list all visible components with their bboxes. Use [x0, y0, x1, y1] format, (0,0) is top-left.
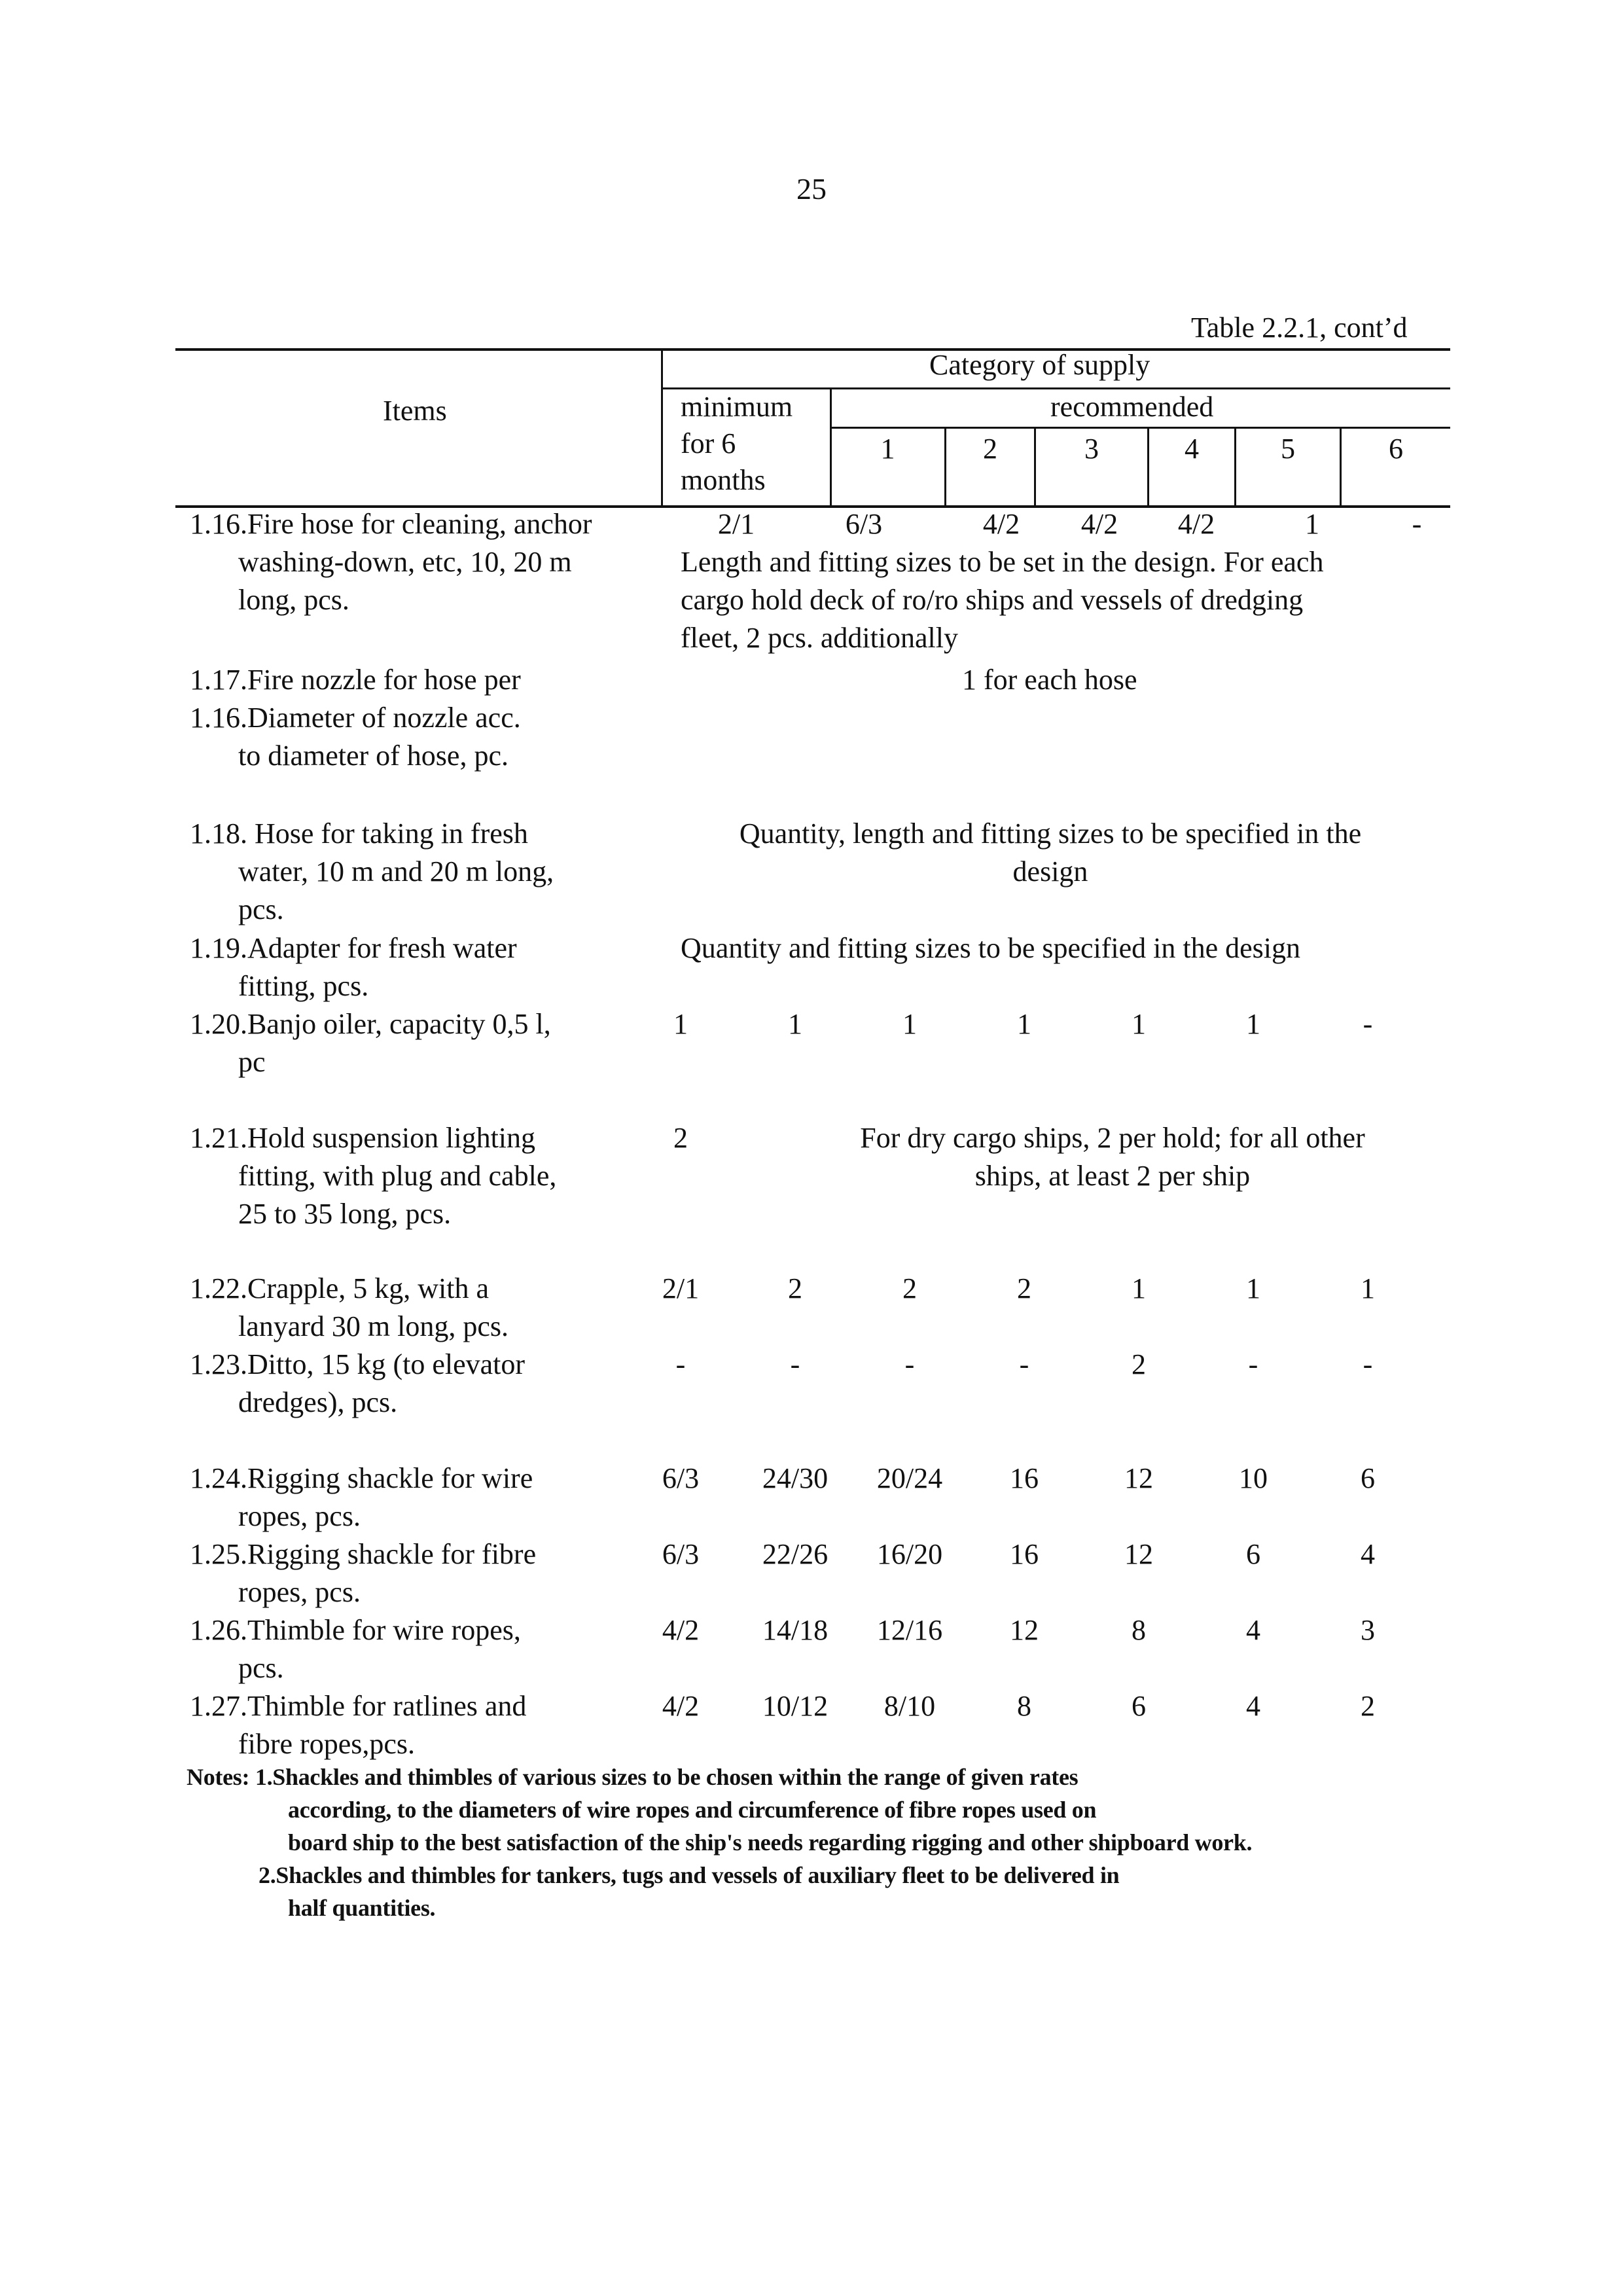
table-row-item: 1.18. Hose for taking in fresh water, 10 m and 20 m long, pcs. [190, 817, 554, 925]
cell-col-1: 10/12 [762, 1690, 829, 1722]
cell-col-4: 12 [1124, 1462, 1153, 1494]
row-note: Length and fitting sizes to be set in the design. For each cargo hold deck of ro/ro ships and vessels of dredging fleet, 2 pcs. additionally [681, 546, 1324, 654]
column-header-4: 4 [1185, 433, 1199, 465]
cell-min: 4/2 [662, 1690, 700, 1722]
cell-col-3: 2 [1017, 1272, 1031, 1304]
cell-min: 2/1 [662, 1272, 700, 1304]
cell-col-3: 8 [1017, 1690, 1031, 1722]
cell-col-6: 1 [1361, 1272, 1375, 1304]
minimum-header: minimum for 6 months [681, 391, 793, 496]
cell-col-6: 3 [1361, 1614, 1375, 1646]
recommended-rule [831, 427, 1450, 429]
cell-col-6: - [1412, 508, 1422, 540]
table-row-item: 1.19.Adapter for fresh water fitting, pcs. [190, 932, 517, 1002]
cell-min: - [675, 1348, 686, 1380]
cell-col-1: - [790, 1348, 800, 1380]
items-column-rule [661, 348, 663, 507]
cell-col-5: 1 [1305, 508, 1319, 540]
cell-col-5: 10 [1239, 1462, 1268, 1494]
cell-col-3: 16 [1010, 1538, 1039, 1570]
cell-col-2: 2 [902, 1272, 917, 1304]
cell-col-4: 1 [1132, 1272, 1146, 1304]
cell-col-2: 4/2 [982, 508, 1020, 540]
table-row-item: 1.17.Fire nozzle for hose per [190, 664, 521, 696]
cell-col-2: 8/10 [883, 1690, 936, 1722]
cell-col-1: 22/26 [762, 1538, 829, 1570]
table-row-item: 1.26.Thimble for wire ropes, pcs. [190, 1614, 521, 1684]
column-header-2: 2 [983, 433, 997, 465]
cell-col-6: - [1363, 1348, 1373, 1380]
cell-col-3: 12 [1010, 1614, 1039, 1646]
table-row-item: 1.24.Rigging shackle for wire ropes, pcs. [190, 1462, 533, 1532]
cell-col-1: 2 [788, 1272, 802, 1304]
cell-col-6: 2 [1361, 1690, 1375, 1722]
table-row-item: 1.27.Thimble for ratlines and fibre ropes,pcs. [190, 1690, 527, 1760]
row-note: For dry cargo ships, 2 per hold; for all other ships, at least 2 per ship [860, 1122, 1365, 1192]
note-2: 2.Shackles and thimbles for tankers, tugs and vessels of auxiliary fleet to be delivered in half quantities. [259, 1862, 1120, 1921]
cell-min: 4/2 [662, 1614, 700, 1646]
cell-min: 2 [673, 1122, 688, 1154]
page-number: 25 [796, 172, 827, 206]
cell-col-6: - [1363, 1008, 1373, 1040]
cell-col-5: 4 [1246, 1614, 1260, 1646]
note-1-cont: according, to the diameters of wire ropes and circumference of fibre ropes used on board ship to the best satisfaction of the ship's needs regarding rigging and other shipboard work. [288, 1797, 1253, 1856]
row-note: Quantity, length and fitting sizes to be specified in the design [739, 817, 1362, 888]
cell-col-6: 4 [1361, 1538, 1375, 1570]
cell-col-3: 16 [1010, 1462, 1039, 1494]
recommended-header: recommended [1050, 391, 1214, 423]
table-top-rule [175, 348, 1450, 351]
table-row-item: 1.20.Banjo oiler, capacity 0,5 l, pc [190, 1008, 551, 1078]
cell-col-3: 1 [1017, 1008, 1031, 1040]
cell-col-4: 2 [1132, 1348, 1146, 1380]
table-row-item: 1.21.Hold suspension lighting fitting, with plug and cable, 25 to 35 long, pcs. [190, 1122, 557, 1230]
cell-min: 1 [673, 1008, 688, 1040]
cell-col-1: 1 [788, 1008, 802, 1040]
cell-col-4: 4/2 [1177, 508, 1215, 540]
cell-col-2: 16/20 [876, 1538, 943, 1570]
cell-col-4: 12 [1124, 1538, 1153, 1570]
cell-col-3: - [1019, 1348, 1029, 1380]
cell-col-5: 6 [1246, 1538, 1260, 1570]
cell-col-4: 8 [1132, 1614, 1146, 1646]
cell-col-5: 1 [1246, 1008, 1260, 1040]
cell-col-3: 4/2 [1080, 508, 1118, 540]
cell-col-2: 1 [902, 1008, 917, 1040]
cell-col-6: 6 [1361, 1462, 1375, 1494]
cell-min: 6/3 [662, 1538, 700, 1570]
cell-col-2: - [904, 1348, 915, 1380]
cell-col-5: 1 [1246, 1272, 1260, 1304]
table-row-item: 1.16.Fire hose for cleaning, anchor washing-down, etc, 10, 20 m long, pcs. [190, 508, 592, 616]
cell-col-5: - [1248, 1348, 1258, 1380]
cell-col-1: 24/30 [762, 1462, 829, 1494]
table-row-item: 1.25.Rigging shackle for fibre ropes, pcs. [190, 1538, 537, 1608]
cell-col-4: 6 [1132, 1690, 1146, 1722]
cell-col-1: 6/3 [845, 508, 883, 540]
table-caption: Table 2.2.1, cont’d [1191, 312, 1408, 344]
row-note: 1 for each hose [962, 664, 1137, 696]
column-header-3: 3 [1084, 433, 1099, 465]
table-row-item: 1.22.Crapple, 5 kg, with a lanyard 30 m long, pcs. [190, 1272, 509, 1342]
table-row-item: 1.23.Ditto, 15 kg (to elevator dredges), pcs. [190, 1348, 526, 1418]
cell-col-4: 1 [1132, 1008, 1146, 1040]
column-header-5: 5 [1281, 433, 1295, 465]
cell-col-2: 20/24 [876, 1462, 943, 1494]
row-note: Quantity and fitting sizes to be specified in the design [681, 932, 1301, 964]
cell-min: 2/1 [717, 508, 755, 540]
cell-col-5: 4 [1246, 1690, 1260, 1722]
note-1: Notes: 1.Shackles and thimbles of various sizes to be chosen within the range of given rates [187, 1764, 1079, 1790]
items-header: Items [383, 395, 447, 427]
cell-col-1: 14/18 [762, 1614, 829, 1646]
column-header-1: 1 [880, 433, 895, 465]
cell-min: 6/3 [662, 1462, 700, 1494]
table-row-item: 1.16.Diameter of nozzle acc. to diameter of hose, pc. [190, 702, 521, 772]
category-header: Category of supply [929, 349, 1150, 381]
table-notes [187, 1761, 1430, 1924]
column-header-6: 6 [1389, 433, 1403, 465]
cell-col-2: 12/16 [876, 1614, 943, 1646]
